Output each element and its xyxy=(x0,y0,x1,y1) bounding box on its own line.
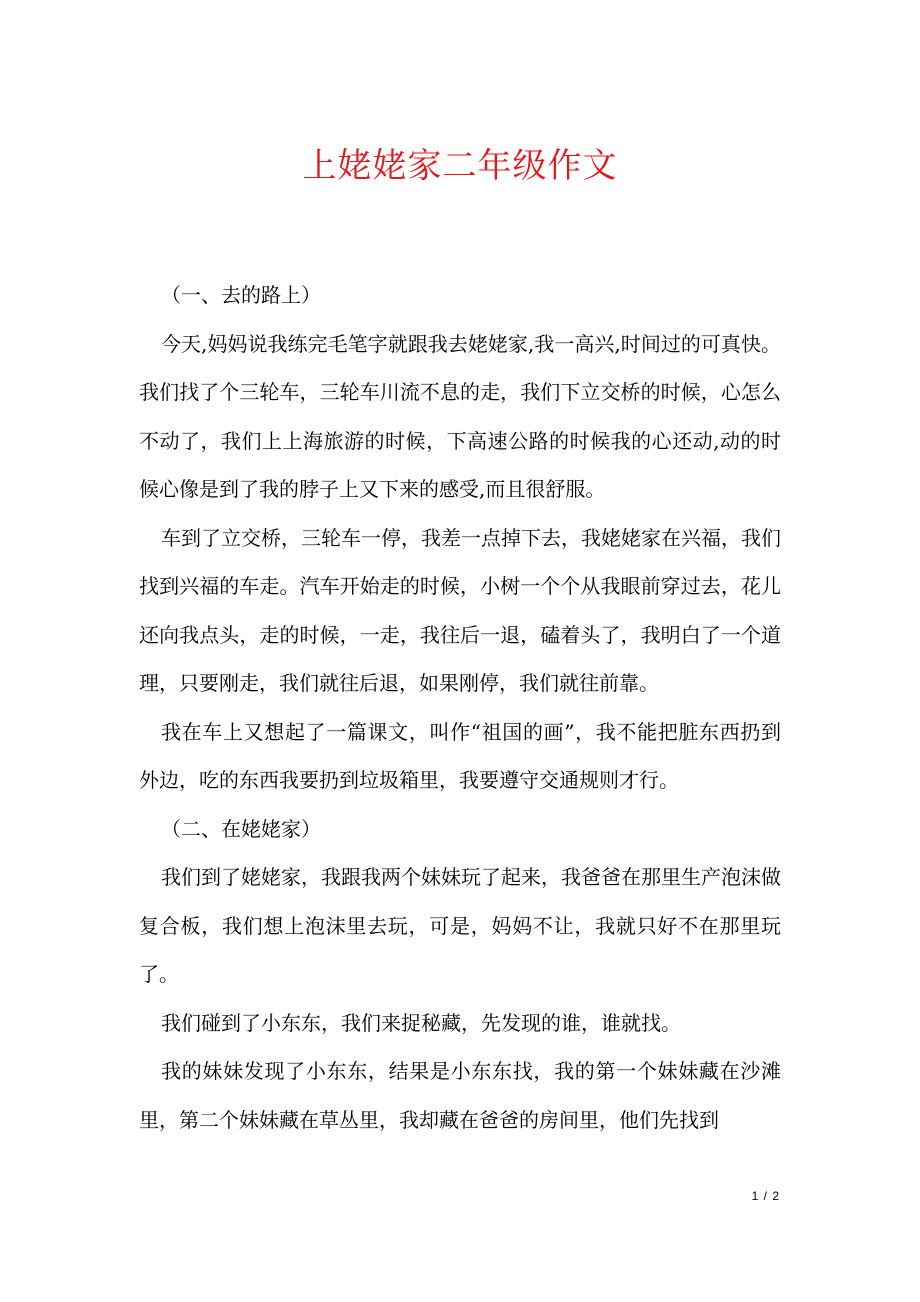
section-heading: （二、在姥姥家） xyxy=(161,816,321,841)
section-heading: （一、去的路上） xyxy=(161,283,321,307)
page-number: 1 / 2 xyxy=(751,1189,780,1203)
document-body xyxy=(139,271,781,1144)
paragraph: 我们碰到了小东东，我们来捉秘藏，先发现的谁，谁就找。 xyxy=(161,1010,681,1035)
paragraph: 我们到了姥姥家，我跟我两个妹妹玩了起来，我爸爸在那里生产泡沫做复合板，我们想上泡沫里去玩，可是，妈妈不让，我就只好不在那里玩了。 xyxy=(139,865,781,986)
paragraph: 今天,妈妈说我练完毛笔字就跟我去姥姥家,我一高兴,时间过的可真快。我们找了个三轮车，三轮车川流不息的走，我们下立交桥的时候，心怎么不动了，我们上上海旅游的时候，下高速公路的时候我的心还动,动的时候心像是到了我的脖子上又下来的感受,而且很舒服。 xyxy=(139,331,781,501)
paragraph: 我在车上又想起了一篇课文，叫作“祖国的画”，我不能把脏东西扔到外边，吃的东西我要扔到垃圾箱里，我要遵守交通规则才行。 xyxy=(139,719,781,792)
document-title: 上姥姥家二年级作文 xyxy=(302,146,618,186)
paragraph: 车到了立交桥，三轮车一停，我差一点掉下去，我姥姥家在兴福，我们找到兴福的车走。汽车开始走的时候，小树一个个从我眼前穿过去，花儿还向我点头，走的时候，一走，我往后一退，磕着头了，我明白了一个道理，只要刚走，我们就往后退，如果刚停，我们就往前靠。 xyxy=(139,525,781,695)
paragraph: 我的妹妹发现了小东东，结果是小东东找，我的第一个妹妹藏在沙滩里，第二个妹妹藏在草丛里，我却藏在爸爸的房间里，他们先找到 xyxy=(139,1059,781,1132)
